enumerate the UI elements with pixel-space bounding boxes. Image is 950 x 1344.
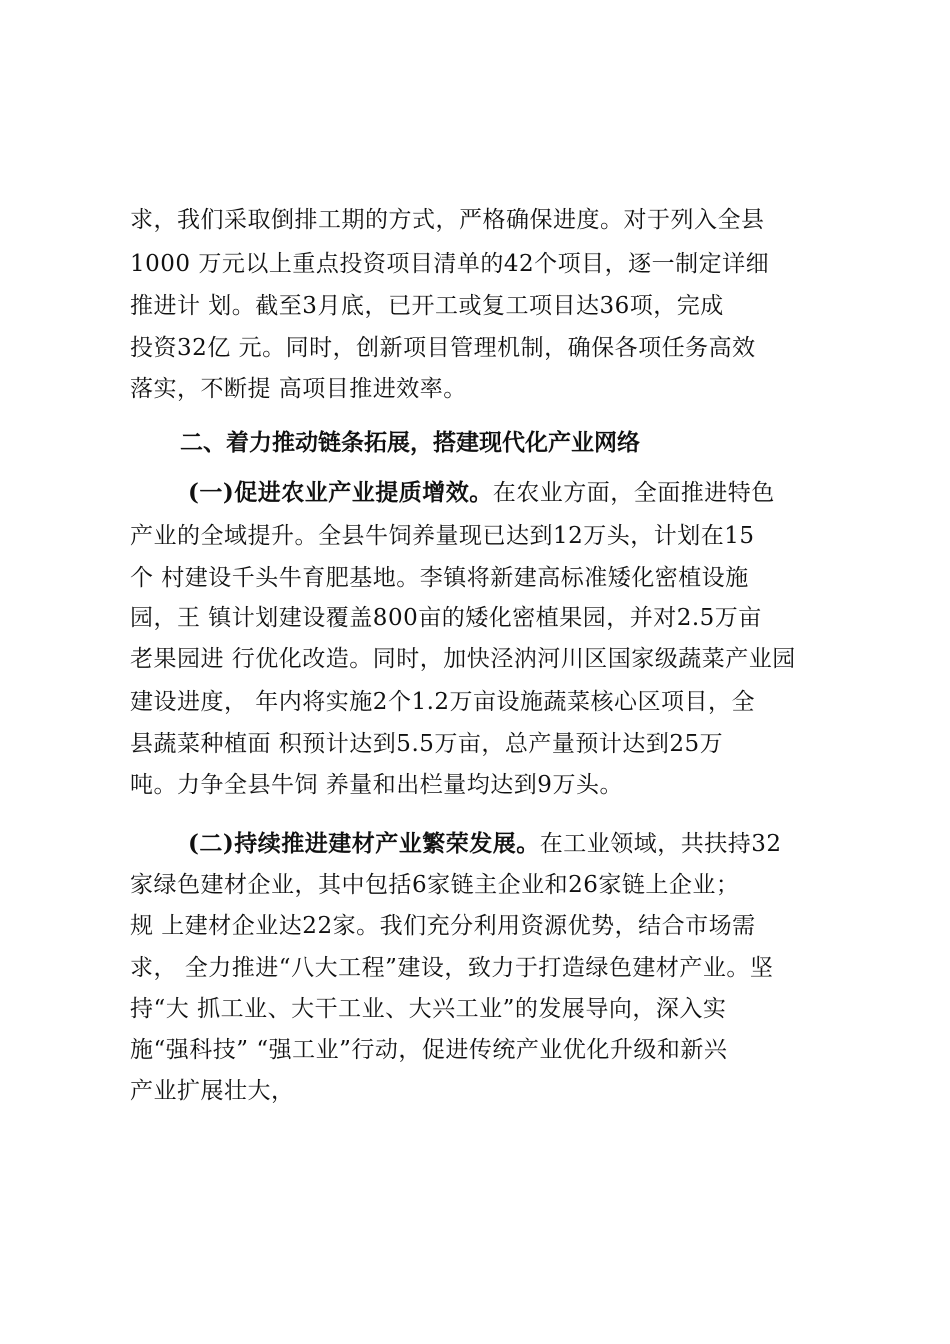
para3-line-3: 规 上建材企业达22家。我们充分利用资源优势，结合市场需 <box>130 913 756 939</box>
para1-line-1: 求，我们采取倒排工期的方式，严格确保进度。对于列入全县 <box>130 207 765 233</box>
para2-line-6: 建设进度， 年内将实施2个1.2万亩设施蔬菜核心区项目，全 <box>130 689 756 715</box>
para3-line-4: 求， 全力推进“八大工程”建设，致力于打造绿色建材产业。坚 <box>130 955 774 981</box>
para1-line-4: 投资32亿 元。同时，创新项目管理机制，确保各项任务高效 <box>130 335 756 361</box>
para3-line-6: 施“强科技” “强工业”行动，促进传统产业优化升级和新兴 <box>130 1037 728 1063</box>
section-2-heading: 二、着力推动链条拓展，搭建现代化产业网络 <box>180 430 640 456</box>
para1-line-5: 落实，不断提 高项目推进效率。 <box>130 376 467 402</box>
para2-line-5: 老果园进 行优化改造。同时，加快泾汭河川区国家级蔬菜产业园 <box>130 646 796 672</box>
para3-first-rest: 在工业领域，共扶持32 <box>539 831 782 857</box>
para3-line-2: 家绿色建材企业，其中包括6家链主企业和26家链上企业； <box>130 872 740 898</box>
para2-line-4: 园，王 镇计划建设覆盖800亩的矮化密植果园，并对2.5万亩 <box>130 605 762 631</box>
para2-line-8: 吨。力争全县牛饲 养量和出栏量均达到9万头。 <box>130 772 623 798</box>
para2-lead: (一)促进农业产业提质增效。 <box>188 479 493 506</box>
para2-line-2: 产业的全域提升。全县牛饲养量现已达到12万头，计划在15 <box>130 523 755 549</box>
para1-line-2: 1000 万元以上重点投资项目清单的42个项目，逐一制定详细 <box>130 251 770 277</box>
para2-first-rest: 在农业方面，全面推进特色 <box>492 480 775 506</box>
para3-lead: (二)持续推进建材产业繁荣发展。 <box>188 830 540 857</box>
para2-line-1 <box>188 478 898 508</box>
para3-line-5: 持“大 抓工业、大干工业、大兴工业”的发展导向，深入实 <box>130 996 727 1022</box>
para2-line-7: 县蔬菜种植面 积预计达到5.5万亩，总产量预计达到25万 <box>130 731 724 757</box>
para3-line-1 <box>188 829 898 859</box>
para2-line-3: 个 村建设千头牛育肥基地。李镇将新建高标准矮化密植设施 <box>130 565 749 591</box>
para3-line-7: 产业扩展壮大， <box>130 1078 295 1104</box>
para1-line-3: 推进计 划。截至3月底，已开工或复工项目达36项，完成 <box>130 293 724 319</box>
